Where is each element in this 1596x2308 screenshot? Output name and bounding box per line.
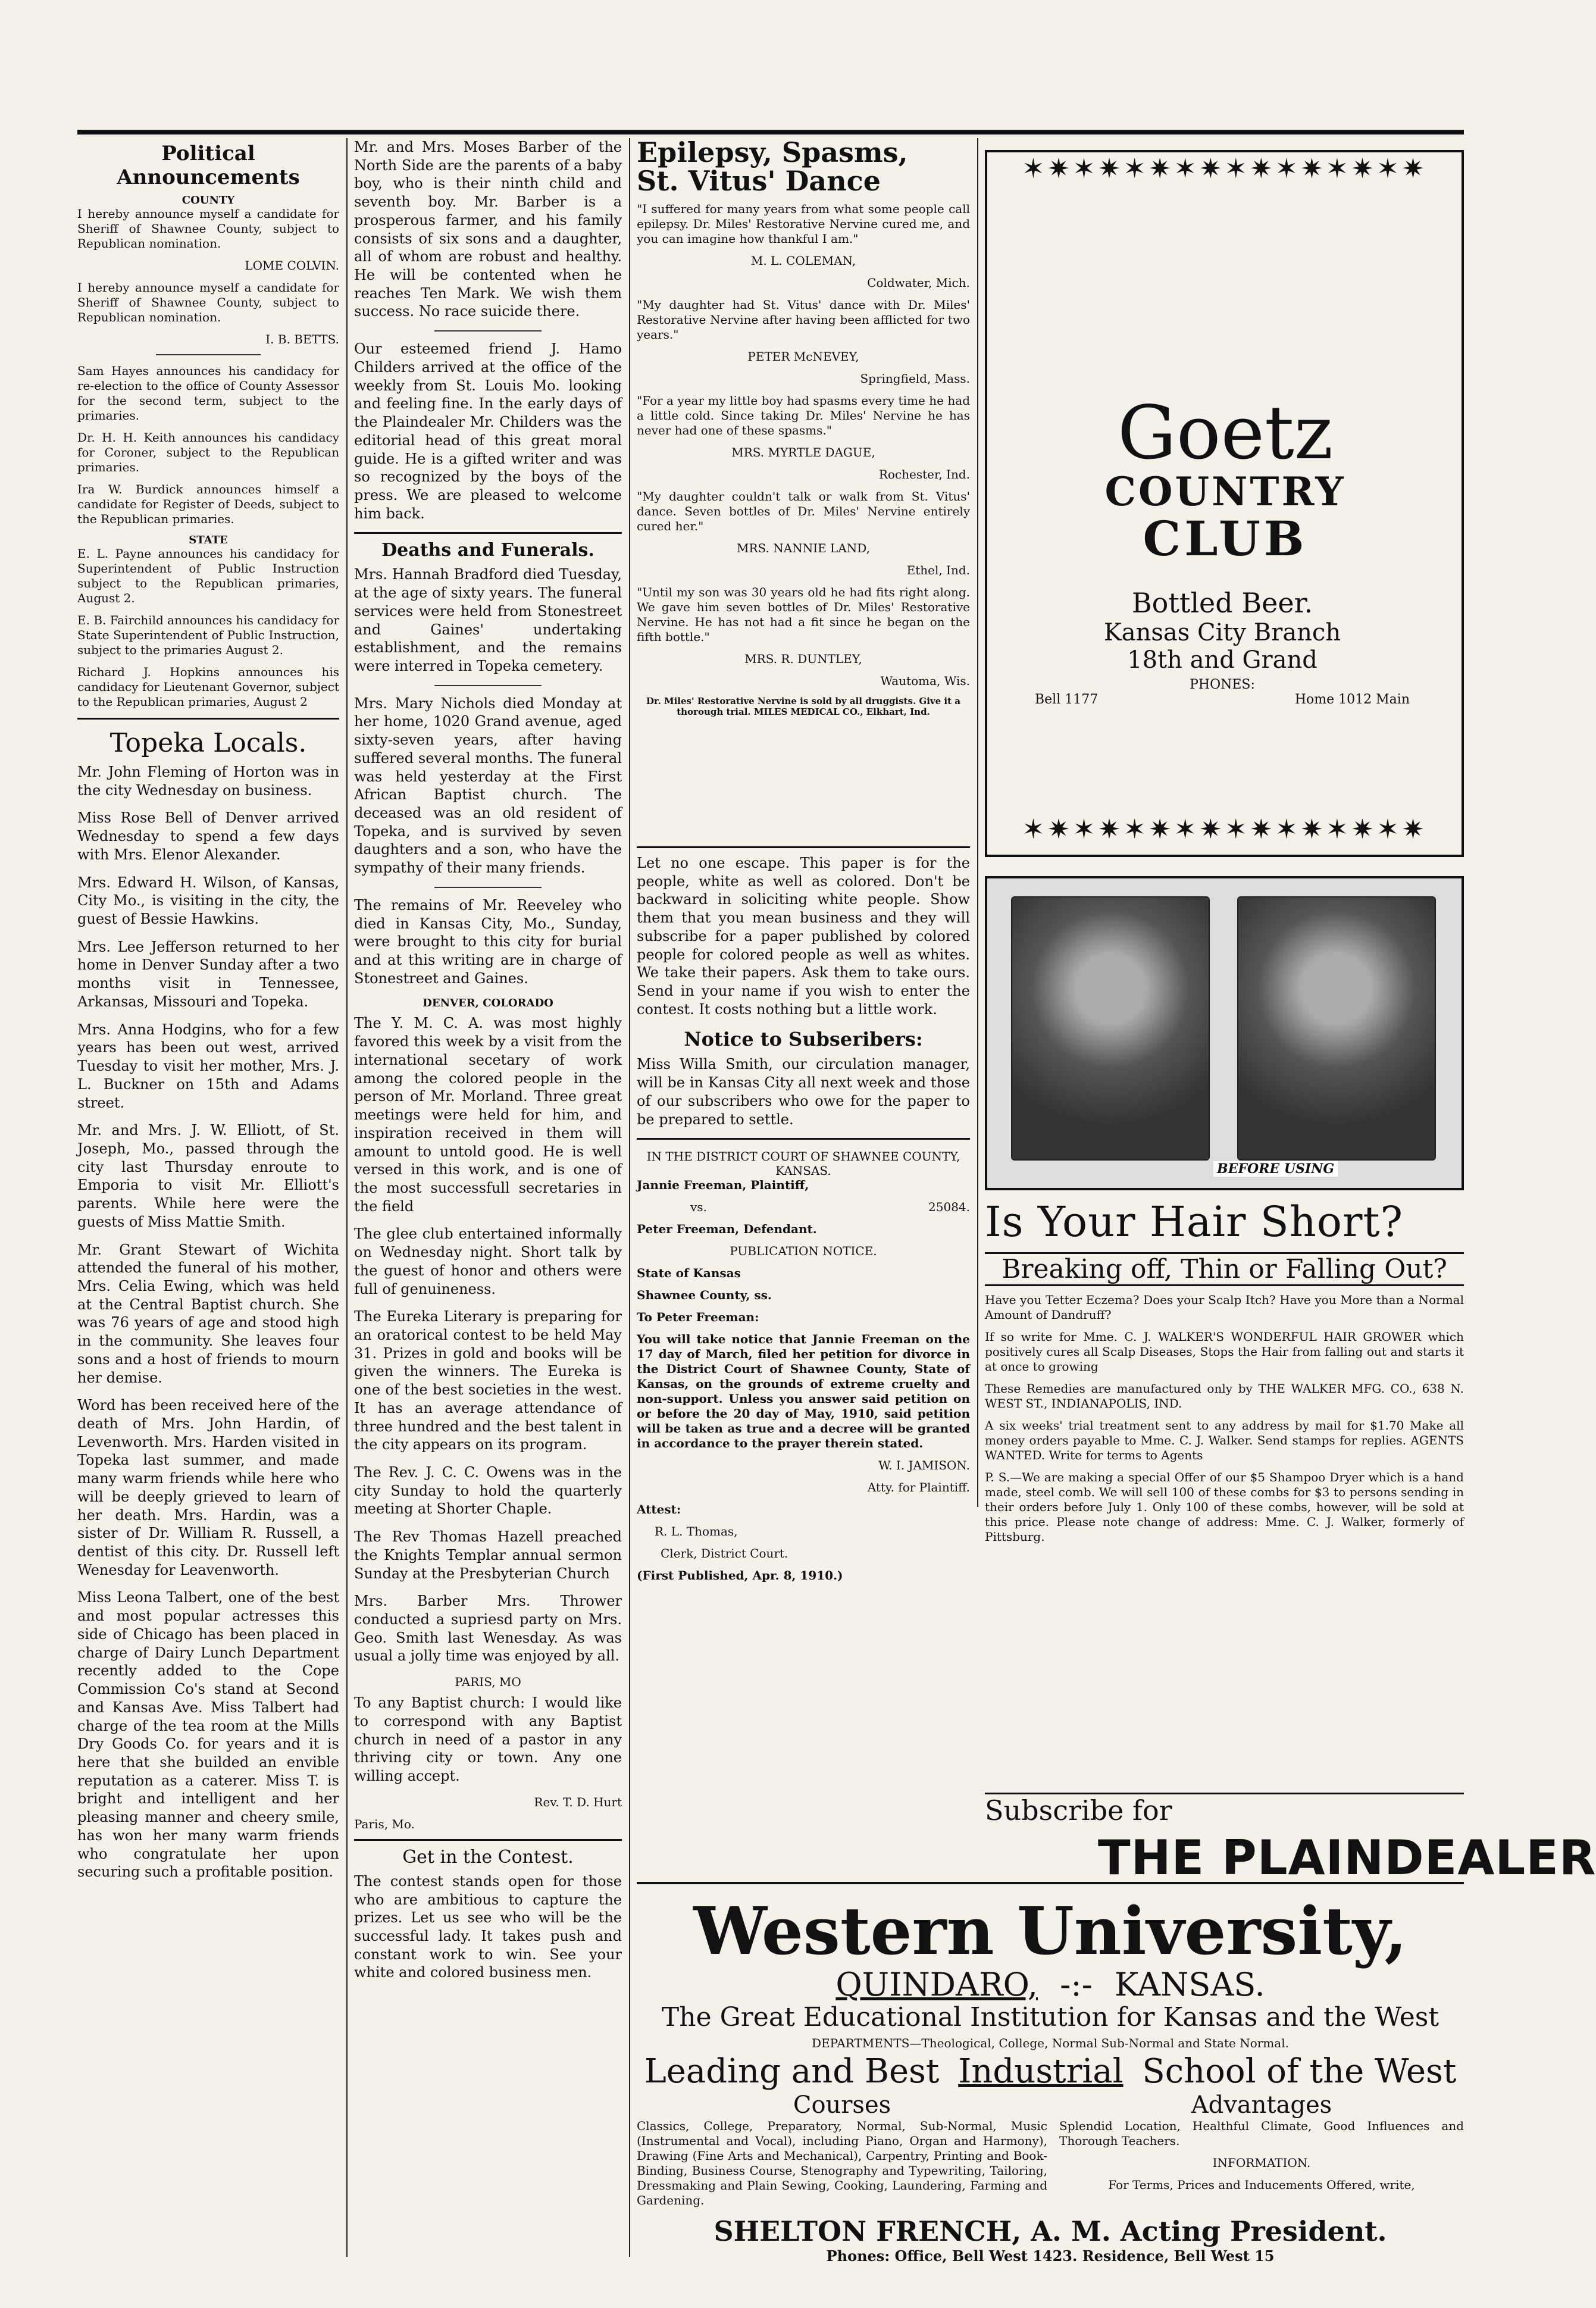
walker-paragraph: These Remedies are manufactured only by THE WALKER MFG. CO., 638 N. WEST ST., INDIANAPOLIS, IND.	[985, 1381, 1464, 1411]
testimonial: "My daughter couldn't talk or walk from St. Vitus' dance. Seven bottles of Dr. Miles' Nervine entirely cured her."	[637, 489, 970, 533]
goetz-country: COUNTRY	[1104, 468, 1346, 515]
paris-dateline: PARIS, MO	[455, 1675, 521, 1690]
goetz-club: CLUB	[1143, 510, 1308, 567]
advantages-body: Splendid Location, Healthful Climate, Good Influences and Thorough Teachers.	[1059, 2118, 1464, 2148]
denver-dateline: DENVER, COLORADO	[423, 997, 553, 1010]
ornament-border-top: ✶✷✶✷✶✷✶✷✶✷✶✷✶✷✶✷	[1022, 152, 1427, 184]
signature: Rev. T. D. Hurt	[534, 1794, 622, 1809]
university-columns	[637, 2091, 1464, 2215]
epilepsy-fineprint: Dr. Miles' Restorative Nervine is sold by all druggists. Give it a thorough trial. MILES MEDICAL CO., Elkhart, Ind.	[646, 695, 960, 717]
contest-title: Get in the Contest.	[402, 1846, 574, 1868]
court-sig: W. I. JAMISON.	[878, 1458, 970, 1473]
signature-place: Paris, Mo.	[354, 1816, 415, 1831]
courses-column	[637, 2091, 1059, 2215]
testimonial-sig: M. L. COLEMAN,	[750, 253, 856, 268]
leading-text-2: Industrial	[958, 2052, 1124, 2091]
phones-label: PHONES:	[1190, 677, 1255, 692]
goetz-logo	[1100, 390, 1350, 567]
appeal-text: Let no one escape. This paper is for the people, white as well as colored. Don't be backward in soliciting white people. Show them that you mean business and they will subscribe for a paper published by colored people for colored people as well as whites. We take their papers. Ask them to take ours. Send in your name if you wish to enter the contest. It costs nothing but a little work.	[637, 855, 970, 1018]
news-item: Mrs. Barber Mrs. Thrower conducted a supriesd party on Mrs. Geo. Smith last Wenesday. As was usual a jolly time was enjoyed by all.	[354, 1593, 622, 1665]
announcement-6: E. L. Payne announces his candidacy for Superintendent of Public Instruction subject to the Republican primaries, August 2.	[77, 546, 339, 605]
political-title: Political Announcements	[117, 142, 300, 189]
subscribe-label: Subscribe for	[985, 1794, 1172, 1827]
divider	[434, 685, 542, 686]
news-item: Mrs. Hannah Bradford died Tuesday, at the age of sixty years. The funeral services were held from Stonestreet and Gaines' undertaking establishment, and the remains were interred in Topeka cemetery.	[354, 566, 622, 674]
before-using-caption: BEFORE USING	[1213, 1161, 1338, 1177]
top-rule	[77, 130, 1464, 135]
court-case-number: 25084.	[928, 1200, 970, 1215]
goetz-ad	[985, 150, 1464, 857]
announcement-1: I hereby announce myself a candidate for Sheriff of Shawnee County, subject to Republican nomination.	[77, 207, 339, 251]
plaindealer-name: THE PLAINDEALER	[1098, 1830, 1596, 1885]
photo-after	[1237, 896, 1436, 1161]
court-to: To Peter Freeman:	[637, 1310, 759, 1325]
news-item: The contest stands open for those who are ambitious to capture the prizes. Let us see who will be the successful lady. It takes push and constant work to win. See your white and colored business men.	[354, 1872, 622, 1981]
section-rule	[637, 846, 970, 848]
announcement-2-name: I. B. BETTS.	[265, 332, 339, 346]
walker-paragraph: If so write for Mme. C. J. WALKER'S WONDERFUL HAIR GROWER which positively cures all Scalp Diseases, Stops the Hair from falling out and starts it at once to growing	[985, 1330, 1464, 1374]
court-heading: IN THE DISTRICT COURT OF SHAWNEE COUNTY, KANSAS.	[646, 1149, 960, 1178]
testimonial-sig: MRS. NANNIE LAND,	[737, 540, 870, 555]
testimonial: "My daughter had St. Vitus' dance with Dr. Miles' Restorative Nervine after having been afflicted for two years."	[637, 297, 970, 342]
goetz-name: Goetz	[1117, 390, 1334, 476]
epilepsy-title-2: St. Vitus' Dance	[637, 165, 881, 198]
local-item: Miss Leona Talbert, one of the best and most popular actresses this side of Chicago has been placed in charge of Dairy Lunch Department recently added to the Cope Commission Co's stand at Second and Kansas Ave. Miss Talbert had charge of the tea room at the Mills Dry Goods Co. for years and it is here that she builded an envible reputation as a caterer. Miss T. is bright and intelligent and her pleasing manner and cheery smile, has won her many warm friends who congratulate her upon securing such a profitable position.	[77, 1589, 339, 1881]
court-plaintiff: Jannie Freeman, Plaintiff,	[637, 1178, 809, 1193]
testimonial-sig: MRS. MYRTLE DAGUE,	[731, 445, 875, 459]
walker-headline: Is Your Hair Short?	[985, 1197, 1404, 1246]
column-2	[354, 138, 622, 2257]
news-item: To any Baptist church: I would like to correspond with any Baptist church in need of a pastor in any thriving city or town. Any one willing accept.	[354, 1694, 622, 1785]
home-phone: Home 1012 Main	[1294, 692, 1410, 707]
column-rule	[346, 138, 348, 2257]
column-rule	[629, 138, 630, 2257]
court-case-line	[637, 1200, 970, 1215]
section-rule	[77, 718, 339, 720]
advantages-heading: Advantages	[1191, 2091, 1332, 2119]
testimonial: "I suffered for many years from what some people call epilepsy. Dr. Miles' Restorative Nervine cured me, and you can imagine how thankful I am."	[637, 201, 970, 246]
epilepsy-ad	[637, 138, 970, 840]
walker-paragraph: Have you Tetter Eczema? Does your Scalp Itch? Have you More than a Normal Amount of Dandruff?	[985, 1293, 1464, 1322]
news-item: The Eureka Literary is preparing for an oratorical contest to be held May 31. Prizes in gold and books will be given the winners. The Eureka is one of the best societies in the west. It has an average attendance of three hundred and the best talent in the city appears on its program.	[354, 1308, 622, 1453]
notice-title: Notice to Subseribers:	[684, 1028, 923, 1051]
announcement-3: Sam Hayes announces his candidacy for re-election to the office of County Assessor for the second term, subject to the primaries.	[77, 364, 339, 423]
branch-line-2: 18th and Grand	[1127, 646, 1318, 674]
section-rule	[354, 1839, 622, 1841]
announcement-1-name: LOME COLVIN.	[245, 258, 339, 273]
university-departments: DEPARTMENTS—Theological, College, Normal Sub-Normal and State Normal.	[812, 2036, 1289, 2051]
courses-body: Classics, College, Preparatory, Normal, Sub-Normal, Music (Instrumental and Vocal), including Piano, Organ and Harmony), Drawing (Fine Arts and Mechanical), Carpentry, Printing and Book-Binding, Business Course, Stenography and Typewriting, Tailoring, Dressmaking and Plain Sewing, Cooking, Laundering, Farming and Gardening.	[637, 2118, 1047, 2207]
president-line: SHELTON FRENCH, A. M. Acting President.	[713, 2215, 1387, 2247]
court-vs: vs.	[690, 1200, 707, 1215]
walker-ad	[985, 876, 1464, 1781]
testimonial-place: Springfield, Mass.	[860, 371, 970, 386]
leading-line	[637, 2053, 1464, 2091]
local-item: Mr. and Mrs. J. W. Elliott, of St. Joseph, Mo., passed through the city last Thursday enroute to Emporia to visit Mr. Elliott's parents. While here were the guests of Miss Mattie Smith.	[77, 1122, 339, 1230]
court-county: Shawnee County, ss.	[637, 1288, 772, 1303]
walker-paragraph: P. S.—We are making a special Offer of our $5 Shampoo Dryer which is a hand made, steel comb. We will sell 100 of these combs for $3 to persons sending in their orders before July 1. Only 100 of these combs, however, will be sold at this price. Please note change of address: Mme. C. J. Walker, formerly of Pittsburg.	[985, 1470, 1464, 1544]
news-item: Mrs. Mary Nichols died Monday at her home, 1020 Grand avenue, aged sixty-seven years, after having suffered several months. The funeral was held yesterday at the First African Baptist church. The deceased was an old resident of Topeka, and is survived by seven daughters and a son, who have the sympathy of their many friends.	[354, 695, 622, 877]
column-1	[77, 138, 339, 2257]
news-item: Our esteemed friend J. Hamo Childers arrived at the office of the weekly from St. Louis Mo. looking and feeling fine. In the early days of the Plaindealer Mr. Childers was the editorial head of this great moral guide. He is a gifted writer and was so recognized by the boys of the press. We are pleased to welcome him back.	[354, 340, 622, 522]
court-attest-name: R. L. Thomas,	[655, 1524, 738, 1539]
court-body: You will take notice that Jannie Freeman on the 17 day of March, filed her petition for divorce in the District Court of Shawnee County, State of Kansas, on the grounds of extreme cruelty and non-support. Unless you answer said petition on or before the 20 day of May, 1910, said petition will be taken as true and a decree will be granted in accordance to the prayer therein stated.	[637, 1332, 970, 1451]
court-state: State of Kansas	[637, 1266, 741, 1281]
state-heading: STATE	[189, 534, 228, 546]
testimonial-sig: PETER McNEVEY,	[747, 349, 859, 364]
county-heading: COUNTY	[181, 194, 235, 207]
notice-text: Miss Willa Smith, our circulation manager, will be in Kansas City all next week and those of our subscribers who owe for the paper to be prepared to settle.	[637, 1056, 970, 1128]
courses-heading: Courses	[793, 2091, 891, 2119]
photo-before	[1011, 896, 1210, 1161]
phone-numbers	[1035, 692, 1410, 707]
local-item: Mr. John Fleming of Horton was in the city Wednesday on business.	[77, 764, 339, 799]
university-tagline: The Great Educational Institution for Kansas and the West	[661, 2002, 1439, 2033]
section-rule	[354, 532, 622, 534]
testimonial-place: Coldwater, Mich.	[867, 275, 970, 290]
news-item: The Rev. J. C. C. Owens was in the city Sunday to hold the quarterly meeting at Shorter Chaple.	[354, 1464, 622, 1518]
court-sig2: Atty. for Plaintiff.	[867, 1480, 970, 1495]
local-item: Word has been received here of the death of Mrs. John Hardin, of Levenworth. Mrs. Harden visited in Topeka last summer, and made many warm friends while here who will be deeply grieved to learn of her death. Mrs. Hardin, was a sister of Dr. William R. Russell, a dentist of this city. Dr. Russell left Wenesday for Leavenworth.	[77, 1397, 339, 1578]
topeka-locals-title: Topeka Locals.	[109, 728, 307, 758]
court-clerk: Clerk, District Court.	[661, 1546, 788, 1561]
testimonial-place: Rochester, Ind.	[878, 467, 970, 481]
news-item: The Rev Thomas Hazell preached the Knights Templar annual sermon Sunday at the Presbyterian Church	[354, 1528, 622, 1582]
announcement-8: Richard J. Hopkins announces his candidacy for Lieutenant Governor, subject to the Republican primaries, August 2	[77, 665, 339, 709]
news-item: The glee club entertained informally on Wednesday night. Short talk by the guest of honor and others were full of genuineness.	[354, 1225, 622, 1297]
divider	[156, 354, 261, 355]
court-attest: Attest:	[637, 1502, 681, 1517]
university-location	[637, 1967, 1464, 2002]
walker-photo-frame	[985, 876, 1464, 1190]
news-item: The remains of Mr. Reeveley who died in Kansas City, Mo., Sunday, were brought to this city for burial and at this writing are in charge of Stonestreet and Gaines.	[354, 896, 622, 987]
column-rule	[977, 138, 978, 1507]
announcement-7: E. B. Fairchild announces his candidacy for State Superintendent of Public Instruction, subject to the primaries August 2.	[77, 613, 339, 657]
deaths-title: Deaths and Funerals.	[381, 540, 594, 561]
divider	[434, 887, 542, 888]
information-heading: INFORMATION.	[1212, 2155, 1311, 2170]
testimonial: "For a year my little boy had spasms every time he had a little cold. Since taking Dr. Miles' Nervine he has never had one of these spasms."	[637, 393, 970, 437]
university-city: QUINDARO,	[835, 1966, 1038, 2003]
testimonial: "Until my son was 30 years old he had fits right along. We gave him seven bottles of Dr. Miles' Restorative Nervine. He has not had a fit since he began on the fifth bottle."	[637, 584, 970, 644]
leading-text-3: School of the West	[1142, 2052, 1457, 2091]
bell-phone: Bell 1177	[1035, 692, 1099, 707]
walker-subheadline: Breaking off, Thin or Falling Out?	[985, 1252, 1464, 1286]
walker-body	[985, 1293, 1464, 1552]
local-item: Mr. Grant Stewart of Wichita attended the funeral of his mother, Mrs. Celia Ewing, which was held at the Central Baptist church. She was 76 years of age and stood high in the community. She leaves four sons and a host of friends to mourn her demise.	[77, 1241, 339, 1386]
location-separator: -:-	[1060, 1966, 1093, 2003]
local-item: Mrs. Anna Hodgins, who for a few years has been out west, arrived Tuesday to visit her mother, Mrs. J. L. Buckner on 15th and Adams street.	[77, 1021, 339, 1111]
announcement-4: Dr. H. H. Keith announces his candidacy for Coroner, subject to the Republican primaries.	[77, 430, 339, 474]
divider	[434, 330, 542, 331]
testimonial-place: Wautoma, Wis.	[880, 673, 970, 688]
information-body: For Terms, Prices and Inducements Offered, write,	[1108, 2177, 1415, 2192]
section-rule	[637, 1138, 970, 1140]
announcement-5: Ira W. Burdick announces himself a candidate for Register of Deeds, subject to the Republican primaries.	[77, 482, 339, 526]
newspaper-page	[77, 136, 1596, 2265]
testimonial-sig: MRS. R. DUNTLEY,	[744, 651, 862, 666]
local-item: Mrs. Lee Jefferson returned to her home in Denver Sunday after a two months visit in Tennessee, Arkansas, Missouri and Topeka.	[77, 938, 339, 1010]
ornament-border-bottom: ✶✷✶✷✶✷✶✷✶✷✶✷✶✷✶✷	[1022, 813, 1427, 845]
university-title: Western University,	[693, 1893, 1407, 1969]
announcement-2: I hereby announce myself a candidate for Sheriff of Shawnee County, subject to Republican nomination.	[77, 280, 339, 324]
court-first-published: (First Published, Apr. 8, 1910.)	[637, 1568, 843, 1583]
court-defendant: Peter Freeman, Defendant.	[637, 1222, 817, 1237]
walker-paragraph: A six weeks' trial treatment sent to any address by mail for $1.70 Make all money orders payable to Mme. C. J. Walker. Send stamps for replies. AGENTS WANTED. Write for terms to Agents	[985, 1418, 1464, 1462]
western-university-ad	[637, 1882, 1464, 2265]
university-state: KANSAS.	[1115, 1966, 1265, 2003]
goetz-details	[1035, 587, 1410, 707]
local-item: Mrs. Edward H. Wilson, of Kansas, City Mo., is visiting in the city, the guest of Bessie Hawkins.	[77, 874, 339, 928]
leading-text-1: Leading and Best	[644, 2052, 940, 2091]
advantages-column	[1059, 2091, 1464, 2215]
phones-line: Phones: Office, Bell West 1423. Residence, Bell West 15	[826, 2247, 1275, 2265]
local-item: Miss Rose Bell of Denver arrived Wednesday to spend a few days with Mrs. Elenor Alexander.	[77, 809, 339, 863]
branch-line-1: Kansas City Branch	[1103, 619, 1341, 646]
epilepsy-title-1: Epilepsy, Spasms,	[637, 136, 908, 168]
publication-notice: PUBLICATION NOTICE.	[730, 1244, 877, 1259]
bottled-beer: Bottled Beer.	[1131, 587, 1313, 619]
news-item: Mr. and Mrs. Moses Barber of the North Side are the parents of a baby boy, who is their ninth child and seventh boy. Mr. Barber is a prosperous farmer, and his family consists of six sons and a daughter, all of whom are robust and healthy. He will be contented when he reaches Ten Mark. We wish them success. No race suicide there.	[354, 139, 622, 320]
news-item: The Y. M. C. A. was most highly favored this week by a visit from the international secetary of work among the colored people in the person of Mr. Morland. Three great meetings were held for him, and inspiration received in them will amount to untold good. He is well versed in this work, and is one of the most successfull secretaries in the field	[354, 1015, 622, 1215]
testimonial-place: Ethel, Ind.	[906, 562, 970, 577]
